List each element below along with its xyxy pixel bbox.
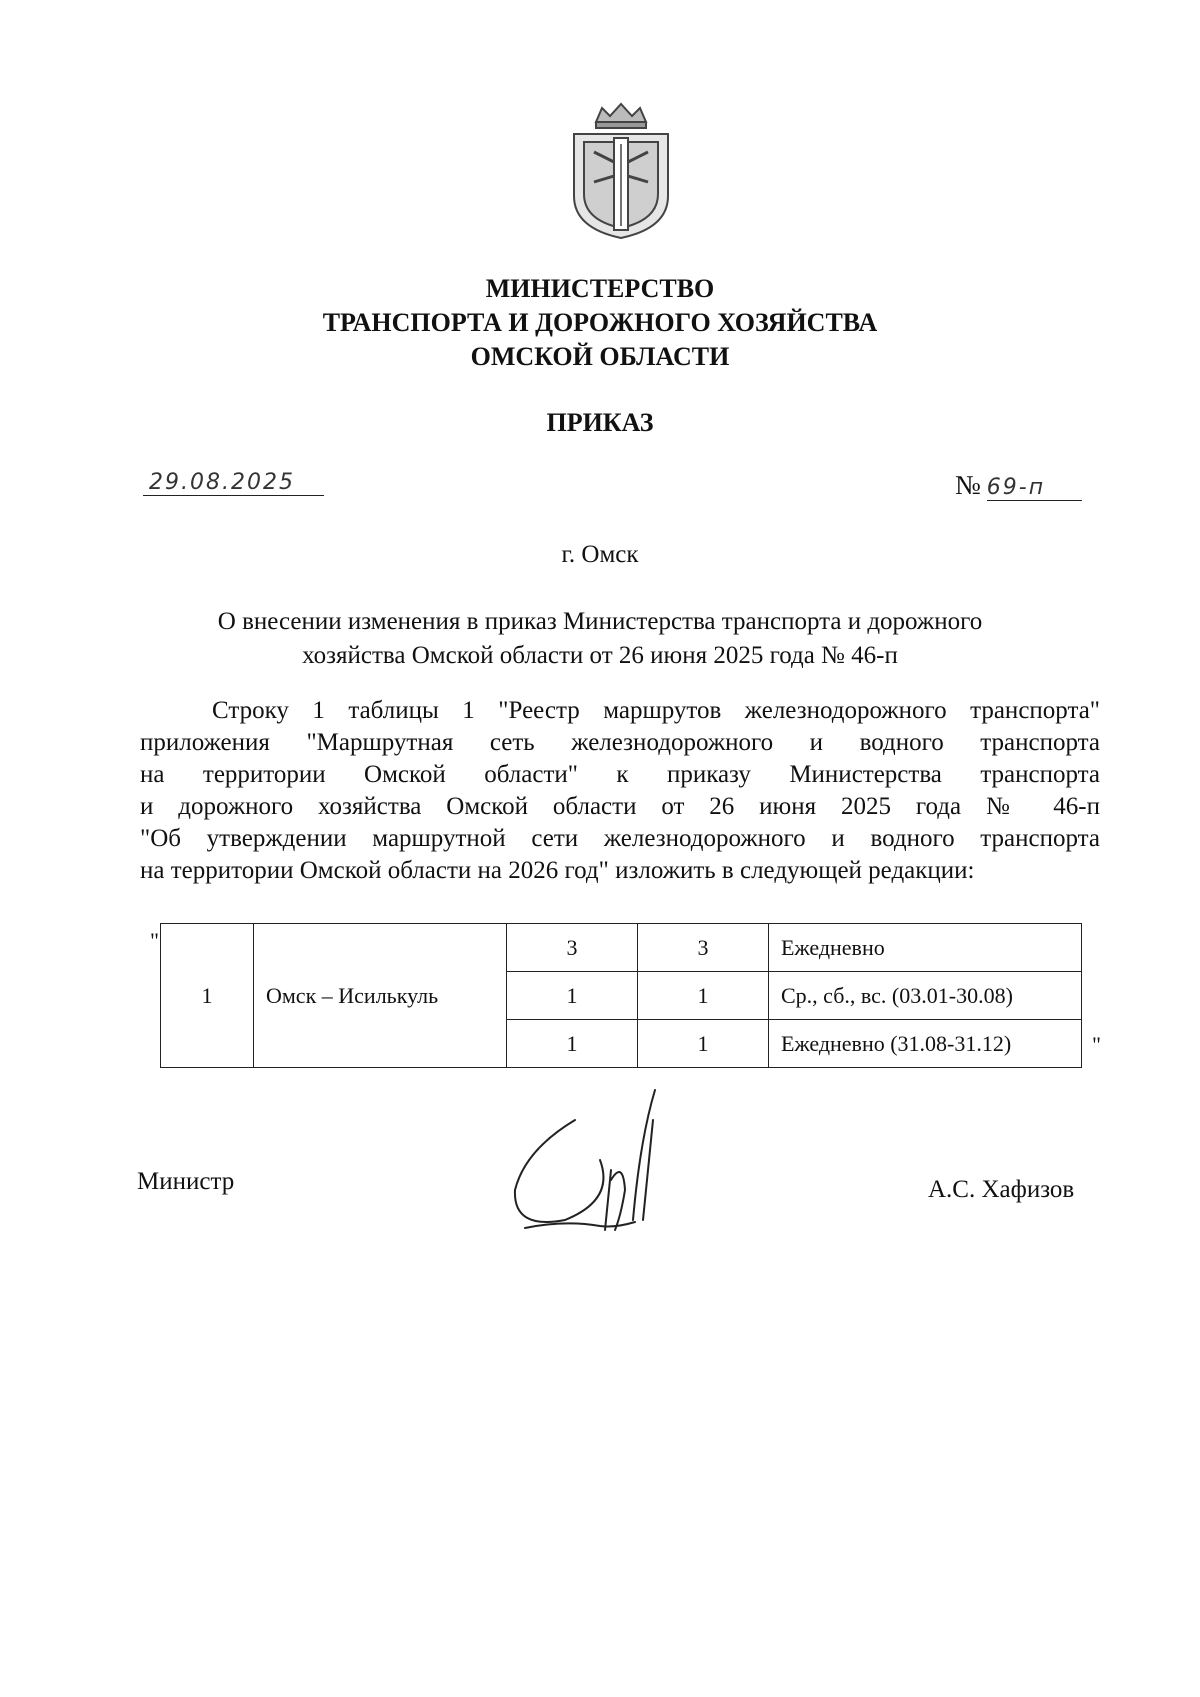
body-line: на территории Омской области" к приказу Министерства транспорта <box>140 761 1100 788</box>
table-cell: 1 <box>507 972 638 1020</box>
body-line: приложения "Маршрутная сеть железнодорожного и водного транспорта <box>140 729 1100 756</box>
body-line: Строку 1 таблицы 1 "Реестр маршрутов железнодорожного транспорта" <box>212 697 1100 724</box>
signatory-name: А.С. Хафизов <box>928 1176 1075 1203</box>
handwritten-signature <box>505 1080 705 1245</box>
signatory-title: Министр <box>137 1168 235 1195</box>
table-cell: 3 <box>507 924 638 972</box>
ministry-line-1: МИНИСТЕРСТВО <box>485 274 715 303</box>
schedule-cell: Ср., сб., вс. (03.01-30.08) <box>769 972 1082 1020</box>
body-line: на территории Омской области на 2026 год" изложить в следующей редакции: <box>140 857 975 884</box>
route-table <box>160 923 1082 1068</box>
route-name-cell: Омск – Исилькуль <box>254 924 507 1068</box>
table-cell: 3 <box>638 924 769 972</box>
ministry-line-3: ОМСКОЙ ОБЛАСТИ <box>470 342 730 371</box>
order-subject <box>0 605 1200 673</box>
body-line: "Об утверждении маршрутной сети железнодорожного и водного транспорта <box>140 825 1100 852</box>
table-cell: 1 <box>507 1020 638 1068</box>
order-number-block <box>955 470 1082 501</box>
subject-line: О внесении изменения в приказ Министерства транспорта и дорожного <box>217 608 983 635</box>
coat-of-arms-icon <box>566 100 676 242</box>
ministry-line-2: ТРАНСПОРТА И ДОРОЖНОГО ХОЗЯЙСТВА <box>322 308 878 337</box>
route-number-cell: 1 <box>161 924 254 1068</box>
order-body <box>140 695 1100 887</box>
ministry-name <box>0 272 1200 374</box>
table-cell: 1 <box>638 1020 769 1068</box>
number-label: № <box>955 470 981 500</box>
table-open-quote: " <box>150 928 159 953</box>
schedule-cell: Ежедневно (31.08-31.12) <box>769 1020 1082 1068</box>
schedule-cell: Ежедневно <box>769 924 1082 972</box>
body-line: и дорожного хозяйства Омской области от 26 июня 2025 года № 46-п <box>140 793 1100 820</box>
order-date: 29.08.2025 <box>143 470 324 496</box>
subject-line: хозяйства Омской области от 26 июня 2025 года № 46-п <box>302 642 898 669</box>
order-number: 69-п <box>987 475 1082 501</box>
city: г. Омск <box>561 541 639 568</box>
document-type: ПРИКАЗ <box>546 408 654 437</box>
table-close-quote: " <box>1092 1032 1101 1057</box>
table-cell: 1 <box>638 972 769 1020</box>
table-row <box>161 924 1082 972</box>
